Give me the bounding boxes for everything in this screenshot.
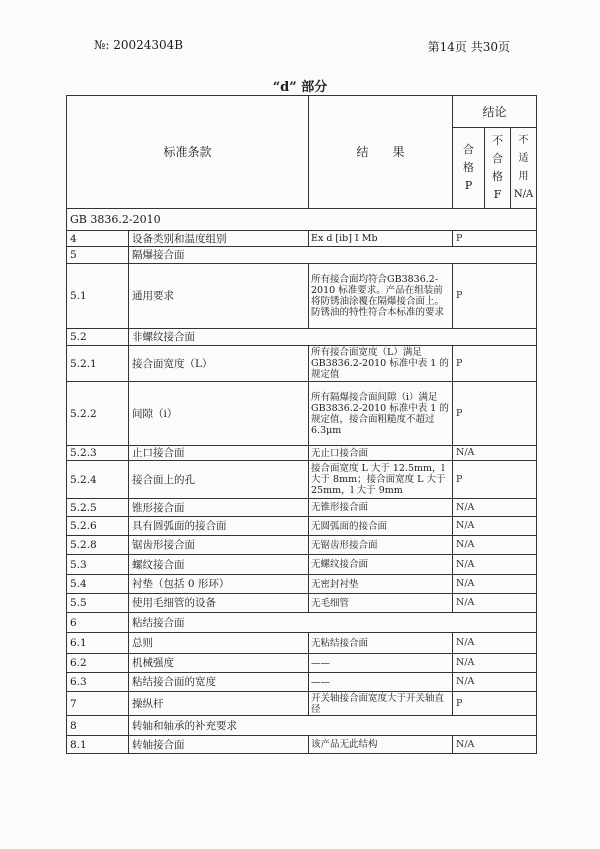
clause-name: 隔爆接合面 (129, 247, 537, 264)
page-info: 第14页 共30页 (427, 40, 510, 54)
verdict: P (453, 264, 537, 329)
table-row (67, 517, 537, 536)
clause-name: 接合面宽度（L） (129, 346, 309, 382)
verdict: P (453, 461, 537, 499)
verdict: P (453, 346, 537, 382)
clause-name: 粘结接合面的宽度 (129, 673, 309, 692)
table-row (67, 613, 537, 633)
table-row (67, 673, 537, 692)
header-pass: 合 格 P (453, 128, 485, 209)
clause-number: 8 (67, 716, 129, 736)
clause-number: 6.2 (67, 654, 129, 673)
header-na: 不 适 用 N/A (511, 128, 537, 209)
verdict: N/A (453, 654, 537, 673)
table-row (67, 446, 537, 461)
result-text: 无密封衬垫 (309, 575, 453, 594)
clause-name: 锯齿形接合面 (129, 536, 309, 555)
clause-number: 7 (67, 692, 129, 716)
verdict: N/A (453, 517, 537, 536)
verdict: N/A (453, 555, 537, 575)
result-text: 接合面宽度 L 大于 12.5mm，l 大于 8mm；接合面宽度 L 大于 25mm，l 大于 9mm (309, 461, 453, 499)
table-row (67, 594, 537, 613)
clause-number: 6.3 (67, 673, 129, 692)
clause-number: 5 (67, 247, 129, 264)
clause-number: 4 (67, 231, 129, 247)
verdict: P (453, 231, 537, 247)
table-row (67, 536, 537, 555)
result-text: 无螺纹接合面 (309, 555, 453, 575)
clause-number: 5.2.2 (67, 382, 129, 446)
table-row (67, 716, 537, 736)
clause-name: 设备类别和温度组别 (129, 231, 309, 247)
table-row (67, 654, 537, 673)
verdict: P (453, 692, 537, 716)
result-text: 无毛细管 (309, 594, 453, 613)
verdict: N/A (453, 499, 537, 517)
result-text: 无粘结接合面 (309, 633, 453, 654)
clause-name: 粘结接合面 (129, 613, 537, 633)
clause-number: 5.1 (67, 264, 129, 329)
verdict: N/A (453, 633, 537, 654)
clause-name: 衬垫（包括 0 形环） (129, 575, 309, 594)
verdict: N/A (453, 446, 537, 461)
result-text: 所有接合面均符合GB3836.2-2010 标准要求。产品在组装前将防锈油涂覆在隔爆接合面上。防锈油的特性符合本标准的要求 (309, 264, 453, 329)
clause-name: 间隙（i） (129, 382, 309, 446)
clause-name: 具有圆弧面的接合面 (129, 517, 309, 536)
clause-name: 螺纹接合面 (129, 555, 309, 575)
result-text: 开关轴接合面宽度大于开关轴直径 (309, 692, 453, 716)
clause-number: 5.2 (67, 329, 129, 346)
clause-name: 转轴接合面 (129, 736, 309, 754)
result-text: 所有隔爆接合面间隙（i）满足 GB3836.2-2010 标准中表 1 的规定值，接合面粗糙度不超过 6.3μm (309, 382, 453, 446)
document-number: №: 20024304B (94, 38, 184, 52)
section-title: “d” 部分 (272, 80, 328, 95)
result-text: Ex d [ib] I Mb (309, 231, 453, 247)
header-fail: 不 合 格 F (485, 128, 511, 209)
result-text: —— (309, 673, 453, 692)
header-conclusion: 结论 (453, 96, 537, 128)
header-clause: 标准条款 (67, 96, 309, 209)
clause-number: 5.2.4 (67, 461, 129, 499)
clause-number: 5.2.3 (67, 446, 129, 461)
verdict: N/A (453, 575, 537, 594)
clause-name: 操纵杆 (129, 692, 309, 716)
clause-name: 总则 (129, 633, 309, 654)
clause-number: 5.2.8 (67, 536, 129, 555)
result-text: 无止口接合面 (309, 446, 453, 461)
verdict: N/A (453, 536, 537, 555)
table-row (67, 633, 537, 654)
table-row (67, 264, 537, 329)
table-row (67, 346, 537, 382)
table-row (67, 231, 537, 247)
clause-number: 8.1 (67, 736, 129, 754)
clause-number: 5.2.5 (67, 499, 129, 517)
clause-number: 6.1 (67, 633, 129, 654)
clause-name: 锥形接合面 (129, 499, 309, 517)
table-row (67, 555, 537, 575)
table-row (67, 575, 537, 594)
clause-number: 6 (67, 613, 129, 633)
result-text: 无锥形接合面 (309, 499, 453, 517)
clause-name: 通用要求 (129, 264, 309, 329)
clause-number: 5.4 (67, 575, 129, 594)
header-result: 结 果 (309, 96, 453, 209)
table-row (67, 247, 537, 264)
result-text: —— (309, 654, 453, 673)
clause-name: 非螺纹接合面 (129, 329, 537, 346)
clause-number: 5.3 (67, 555, 129, 575)
inspection-table (66, 95, 537, 754)
clause-number: 5.5 (67, 594, 129, 613)
result-text: 无锯齿形接合面 (309, 536, 453, 555)
table-row (67, 382, 537, 446)
standard-row: GB 3836.2-2010 (67, 209, 537, 231)
clause-name: 转轴和轴承的补充要求 (129, 716, 537, 736)
verdict: N/A (453, 594, 537, 613)
table-row (67, 461, 537, 499)
clause-name: 止口接合面 (129, 446, 309, 461)
verdict: N/A (453, 736, 537, 754)
verdict: N/A (453, 673, 537, 692)
result-text: 该产品无此结构 (309, 736, 453, 754)
table-row (67, 692, 537, 716)
table-row (67, 499, 537, 517)
clause-number: 5.2.6 (67, 517, 129, 536)
clause-name: 机械强度 (129, 654, 309, 673)
table-row (67, 329, 537, 346)
clause-name: 接合面上的孔 (129, 461, 309, 499)
clause-number: 5.2.1 (67, 346, 129, 382)
table-row (67, 736, 537, 754)
verdict: P (453, 382, 537, 446)
clause-name: 使用毛细管的设备 (129, 594, 309, 613)
result-text: 无圆弧面的接合面 (309, 517, 453, 536)
result-text: 所有接合面宽度（L）满足GB3836.2-2010 标准中表 1 的规定值 (309, 346, 453, 382)
